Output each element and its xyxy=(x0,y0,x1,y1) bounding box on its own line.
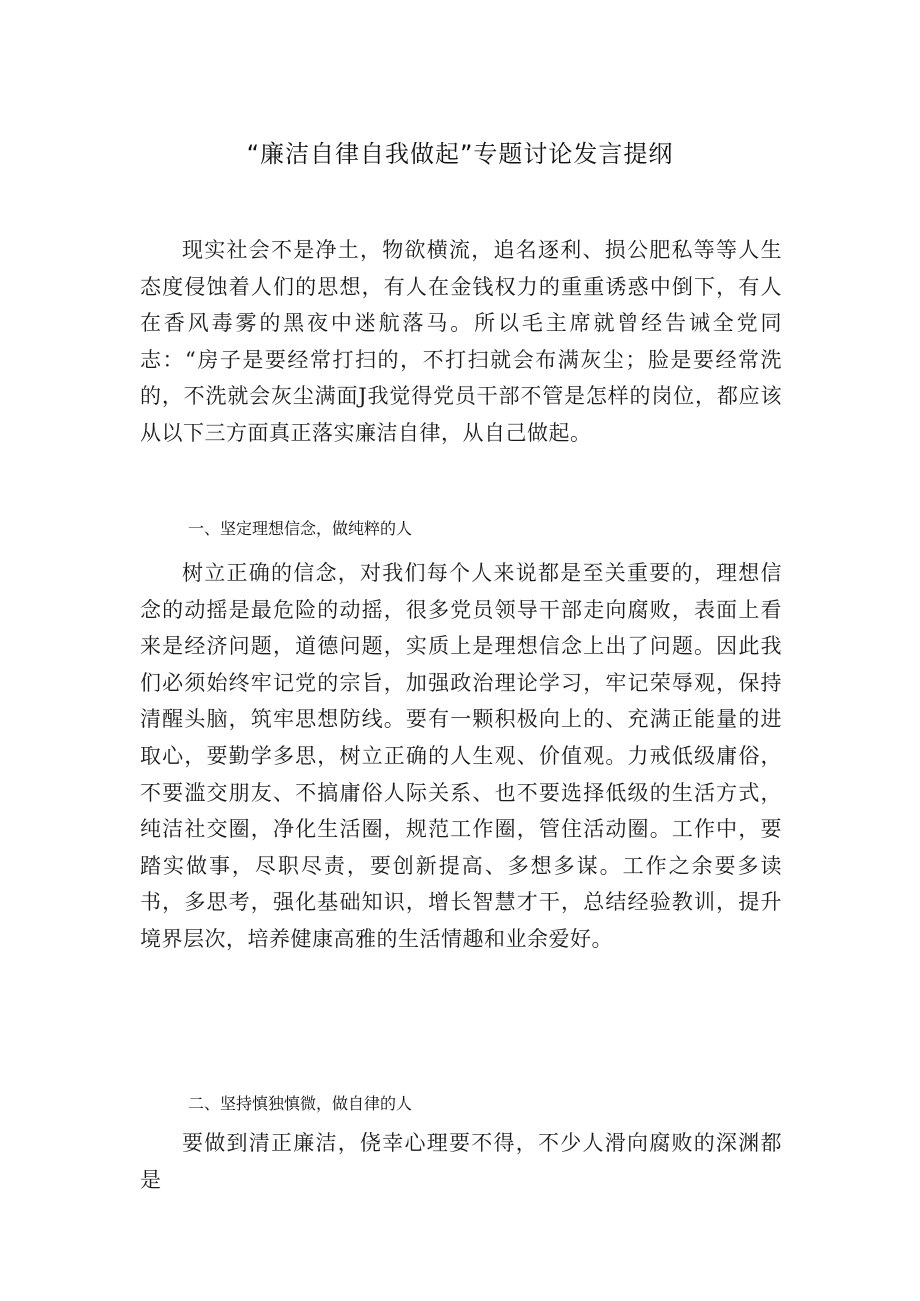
intro-paragraph: 现实社会不是净土，物欲横流，追名逐利、损公肥私等等人生态度侵蚀着人们的思想，有人在金钱权力的重重诱惑中倒下，有人在香风毒雾的黑夜中迷航落马。所以毛主席就曾经告诫全党同志：“房子是要经常打扫的，不打扫就会布满灰尘；脸是要经常洗的，不洗就会灰尘满面J我觉得党员干部不管是怎样的岗位，都应该从以下三方面真正落实廉洁自律，从自己做起。 xyxy=(140,238,782,445)
section-1-paragraph: 树立正确的信念，对我们每个人来说都是至关重要的，理想信念的动摇是最危险的动摇，很多党员领导干部走向腐败，表面上看来是经济问题，道德问题，实质上是理想信念上出了问题。因此我们必须始终牢记党的宗旨，加强政治理论学习，牢记荣辱观，保持清醒头脑，筑牢思想防线。要有一颗积极向上的、充满正能量的进取心，要勤学多思，树立正确的人生观、价值观。力戒低级庸俗，不要滥交朋友、不搞庸俗人际关系、也不要选择低级的生活方式，纯洁社交圈，净化生活圈，规范工作圈，管住活动圈。工作中，要踏实做事，尽职尽责，要创新提高、多想多谋。工作之余要多读书，多思考，强化基础知识，增长智慧才干，总结经验教训，提升境界层次，培养健康高雅的生活情趣和业余爱好。 xyxy=(140,561,782,951)
document-title: “廉洁自律自我做起”专题讨论发言提纲 xyxy=(246,140,674,168)
intro-paragraph-block xyxy=(140,232,782,452)
section-1-paragraph-block xyxy=(140,555,782,958)
section-2-paragraph-block xyxy=(140,1125,782,1198)
section-2-paragraph: 要做到清正廉洁，侥幸心理要不得，不少人滑向腐败的深渊都是 xyxy=(140,1131,782,1192)
section-2-heading: 二、坚持慎独慎微，做自律的人 xyxy=(188,1094,413,1113)
section-1-heading: 一、坚定理想信念，做纯粹的人 xyxy=(188,519,413,538)
